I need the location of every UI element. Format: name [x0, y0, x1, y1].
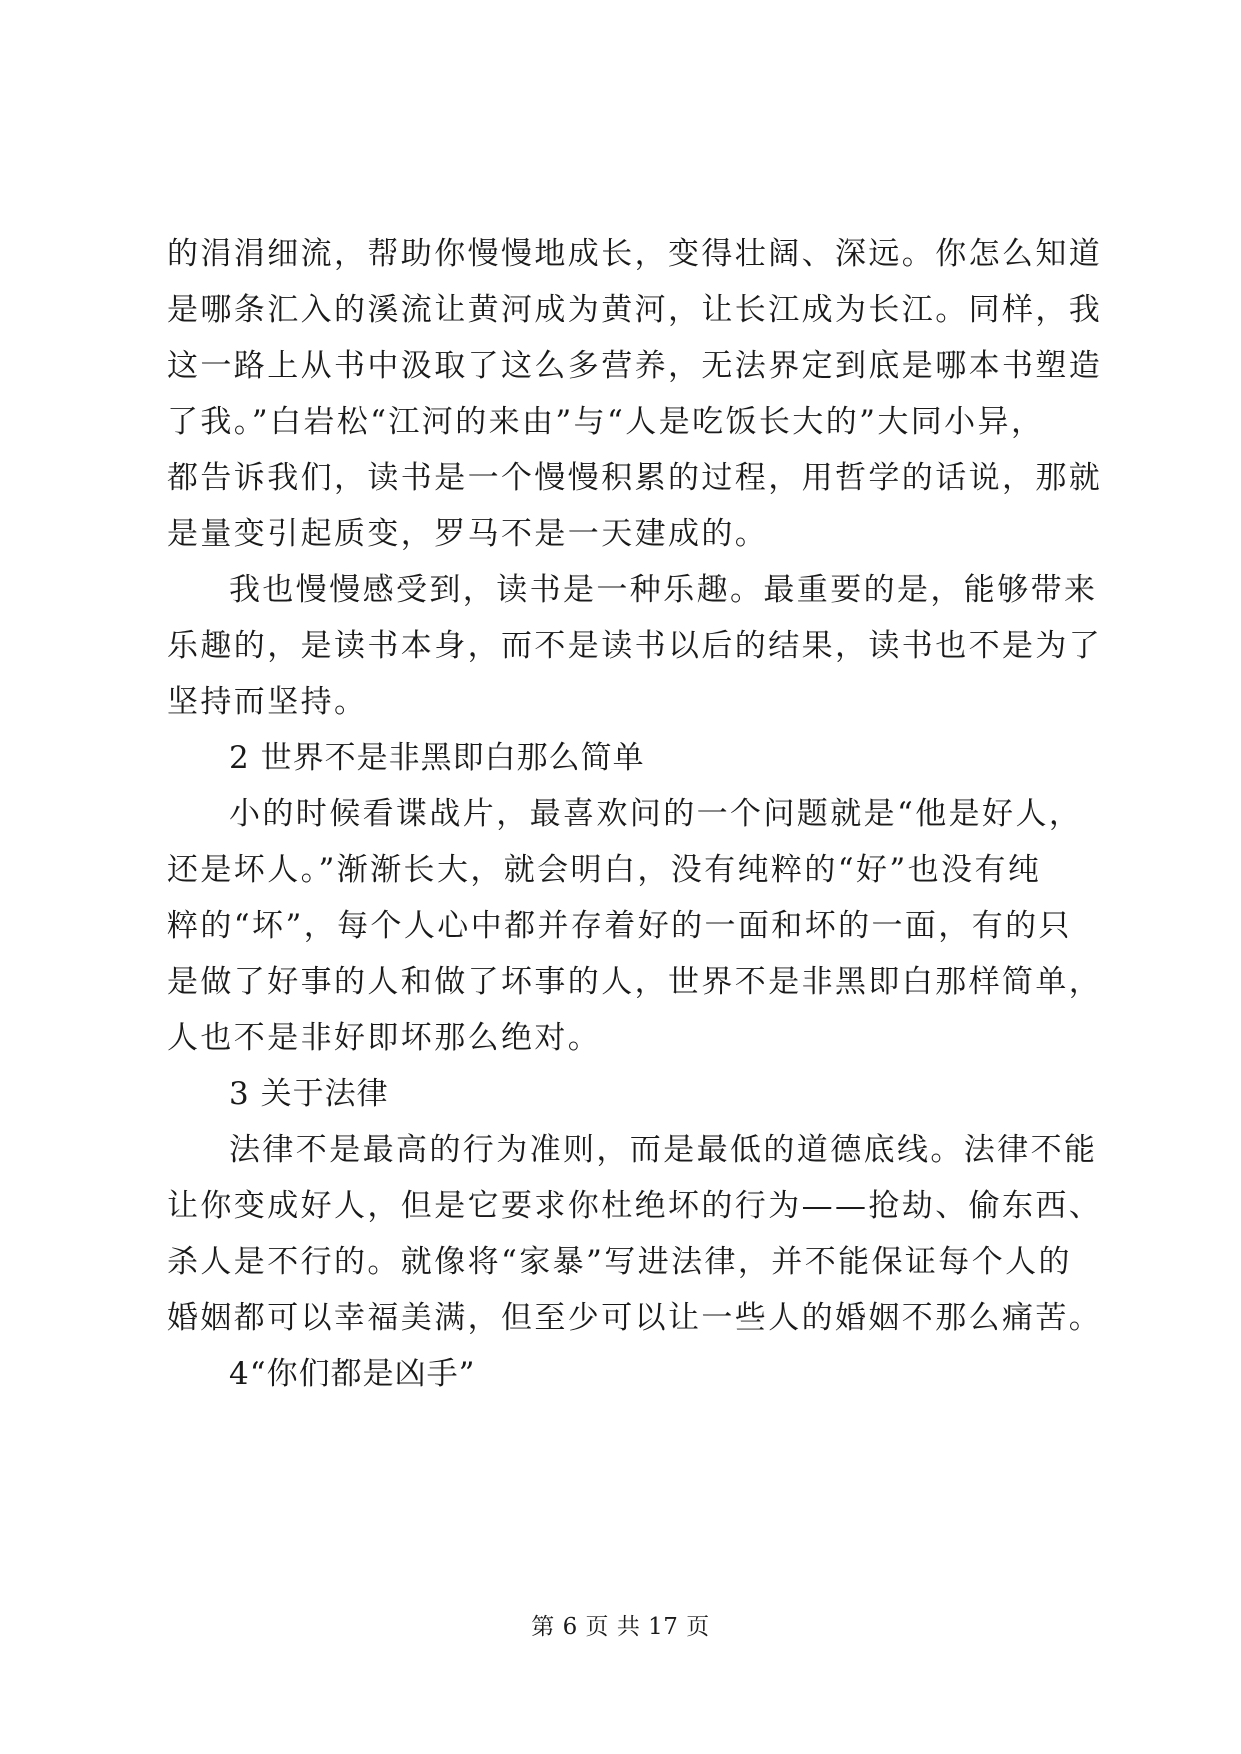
text-line: 乐趣的，是读书本身，而不是读书以后的结果，读书也不是为了	[167, 628, 1103, 664]
text-line: 婚姻都可以幸福美满，但至少可以让一些人的婚姻不那么痛苦。	[167, 1300, 1103, 1336]
text-line: 我也慢慢感受到，读书是一种乐趣。最重要的是，能够带来	[229, 572, 1098, 608]
text-line: 是量变引起质变，罗马不是一天建成的。	[167, 516, 769, 552]
text-line: 小的时候看谍战片，最喜欢问的一个问题就是“他是好人，	[229, 796, 1083, 832]
text-line: 了我。”白岩松“江河的来由”与“人是吃饭长大的”大同小异，	[167, 404, 1045, 440]
text-line: 粹的“坏”，每个人心中都并存着好的一面和坏的一面，有的只	[167, 908, 1072, 944]
text-line: 这一路上从书中汲取了这么多营养，无法界定到底是哪本书塑造	[167, 348, 1103, 384]
text-line: 还是坏人。”渐渐长大，就会明白，没有纯粹的“好”也没有纯	[167, 852, 1042, 888]
text-line: 法律不是最高的行为准则，而是最低的道德底线。法律不能	[229, 1132, 1098, 1168]
text-line: 是哪条汇入的溪流让黄河成为黄河，让长江成为长江。同样，我	[167, 292, 1103, 328]
section-heading: 4“你们都是凶手”	[229, 1356, 476, 1392]
text-line: 的涓涓细流，帮助你慢慢地成长，变得壮阔、深远。你怎么知道	[167, 236, 1103, 272]
text-line: 坚持而坚持。	[167, 684, 368, 720]
text-line: 杀人是不行的。就像将“家暴”写进法律，并不能保证每个人的	[167, 1244, 1072, 1280]
text-line: 人也不是非好即坏那么绝对。	[167, 1020, 602, 1056]
section-heading: 2 世界不是非黑即白那么简单	[229, 740, 645, 776]
page-body	[167, 226, 1103, 1402]
page-number-footer: 第 6 页 共 17 页	[531, 1614, 710, 1640]
text-line: 是做了好事的人和做了坏事的人，世界不是非黑即白那样简单，	[167, 964, 1103, 1000]
text-line: 让你变成好人，但是它要求你杜绝坏的行为——抢劫、偷东西、	[167, 1188, 1103, 1224]
section-heading: 3 关于法律	[229, 1076, 389, 1112]
text-line: 都告诉我们，读书是一个慢慢积累的过程，用哲学的话说，那就	[167, 460, 1103, 496]
